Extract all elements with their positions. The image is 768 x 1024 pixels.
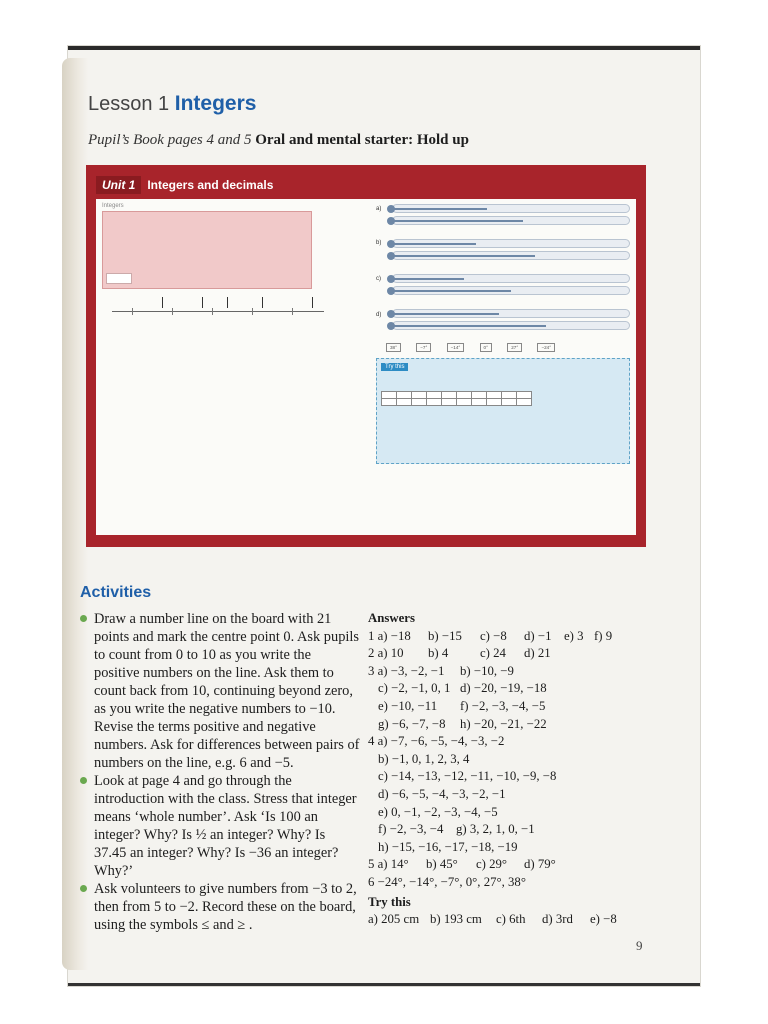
spread-pages [96,199,636,535]
activity-text: Draw a number line on the board with 21 points and mark the centre point 0. Ask pupils to count from 0 to 10 as you write the positive numbers on the line. Ask them to count back from 10, continuing beyond zero, as you write the negative numbers to −10. Revise the terms positive and negative numbers. Ask for differences between pairs of numbers on the line, e.g. 6 and −5. [94,611,360,771]
answer-part: h) −20, −21, −22 [460,716,547,731]
thermometer [392,309,630,318]
answer-line [368,751,658,769]
thermometer [392,274,630,283]
answer-line [368,839,658,857]
answer-line [368,821,658,839]
pupils-book-pages: Pupil’s Book pages 4 and 5 [88,132,252,148]
temp-card: 0° [480,343,492,352]
thermo-label-a: a) [376,206,382,212]
question-5-heading [376,191,630,201]
answer-line [368,645,658,663]
answer-line [368,856,658,874]
answer-part: c) 29° [476,857,508,872]
thermometer [392,216,630,225]
bullet-icon [80,615,87,622]
number-line-arrow [162,297,163,308]
answer-part: 1 a) −18 [368,628,411,643]
answers-heading: Answers [368,611,415,625]
textbook-spread-image [86,165,646,547]
answer-part: 5 a) 14° [368,857,409,872]
answers-panel [368,610,658,929]
answer-part: b) −1, 0, 1, 2, 3, 4 [378,751,470,766]
answer-part: d) −6, −5, −4, −3, −2, −1 [378,786,506,801]
answer-line [368,680,658,698]
number-line-tick [212,308,213,315]
answer-part: c) 6th [496,912,526,927]
temp-card: 38° [386,343,401,352]
answer-part: c) 24 [480,646,506,661]
unit-badge: Unit 1 [96,176,141,194]
answer-part: d) 79° [524,857,556,872]
question-4-lines [102,403,364,443]
unit-header [96,173,273,197]
temp-card: −7° [416,343,431,352]
answer-part: b) 193 cm [430,912,482,927]
answer-line [368,663,658,681]
answer-part: g) −6, −7, −8 [378,716,446,731]
activity-item [78,772,360,880]
answer-line [368,698,658,716]
answer-part: b) −15 [428,628,462,643]
section-heading: Integers [102,203,124,209]
answer-part: 2 a) 10 [368,646,404,661]
thermometer [392,239,630,248]
number-line-figure [102,293,364,329]
left-page [102,203,364,523]
try-this-table [381,391,532,406]
question-2-lines [102,333,364,363]
number-line-arrow [227,297,228,308]
answer-part: d) 21 [524,646,551,661]
answer-line [368,733,658,751]
thermo-label-c: c) [376,276,381,282]
answer-part: e) −10, −11 [378,698,438,713]
try-this-questions [381,409,625,439]
number-line-arrow [202,297,203,308]
right-page [376,191,630,535]
answer-line [368,804,658,822]
answer-part: 3 a) −3, −2, −1 [368,663,445,678]
top-rule [68,46,700,50]
question-6-heading [376,333,630,343]
intro-box [102,211,312,289]
number-line-arrow [312,297,313,308]
question-3-lines [102,363,364,403]
lesson-title [88,92,256,116]
bullet-icon [80,777,87,784]
intro-text-lines [106,215,308,271]
answer-line [368,786,658,804]
lesson-subtitle [88,132,469,149]
starter-title: Oral and mental starter: Hold up [255,132,469,148]
thermo-label-b: b) [376,240,382,246]
bullet-icon [80,885,87,892]
answer-part: d) 3rd [542,912,573,927]
thermometer [392,321,630,330]
thermometers [376,204,630,330]
answer-part: c) −14, −13, −12, −11, −10, −9, −8 [378,769,557,784]
answer-part: a) 205 cm [368,912,420,927]
answer-line [368,911,658,929]
answer-part: 4 a) −7, −6, −5, −4, −3, −2 [368,734,505,749]
thermo-label-d: d) [376,312,382,318]
answer-part: d) −20, −19, −18 [460,681,547,696]
answer-part: f) 9 [594,628,613,643]
activity-text: Look at page 4 and go through the introduction with the class. Stress that integer means ‘whole number’. Ask ‘Is 100 an integer? Why? Is ½ an integer? Why? Is 37.45 an integer? Why? Is −36 an integer? Why?’ [94,773,357,879]
thermometer [392,286,630,295]
answer-line [368,874,658,892]
page-number: 9 [636,938,643,953]
answer-part: 6 −24°, −14°, −7°, 0°, 27°, 38° [368,874,526,889]
activity-item [78,880,360,934]
answer-line [368,628,658,646]
temp-card: −14° [447,343,465,352]
number-line-tick [132,308,133,315]
bottom-rule [68,983,700,986]
answer-part: c) −8 [480,628,507,643]
number-line-tick [172,308,173,315]
number-line-arrow [262,297,263,308]
answer-line [368,716,658,734]
number-line-tick [292,308,293,315]
temp-card: −24° [537,343,555,352]
answer-part: f) −2, −3, −4 [378,822,444,837]
temperature-cards [386,343,630,352]
answer-part: b) −10, −9 [460,663,514,678]
activities-list [78,610,360,934]
answer-part: f) −2, −3, −4, −5 [460,698,546,713]
try-this-tag: Try this [381,363,408,371]
intro-example-box [106,273,132,284]
answer-part: e) −8 [590,912,617,927]
answer-part: e) 0, −1, −2, −3, −4, −5 [378,804,498,819]
try-this-text-lines [381,374,625,388]
answer-line [368,768,658,786]
thermometer [392,204,630,213]
activity-item [78,610,360,772]
try-this-answers-heading: Try this [368,894,411,909]
activity-text: Ask volunteers to give numbers from −3 to 2, then from 5 to −2. Record these on the board, using the symbols ≤ and ≥ . [94,881,357,933]
answer-part: b) 45° [426,857,458,872]
temp-card: 27° [507,343,522,352]
answer-part: h) −15, −16, −17, −18, −19 [378,839,518,854]
thermometer [392,251,630,260]
answer-part: e) 3 [564,628,584,643]
answer-part: c) −2, −1, 0, 1 [378,681,451,696]
lesson-prefix: Lesson 1 [88,93,170,115]
try-this-box [376,358,630,464]
number-line-tick [252,308,253,315]
unit-title: Integers and decimals [147,178,274,192]
answer-part: d) −1 [524,628,552,643]
lesson-topic: Integers [174,92,257,115]
activities-heading: Activities [80,584,152,601]
answer-part: b) 4 [428,646,449,661]
answer-part: g) 3, 2, 1, 0, −1 [456,822,535,837]
